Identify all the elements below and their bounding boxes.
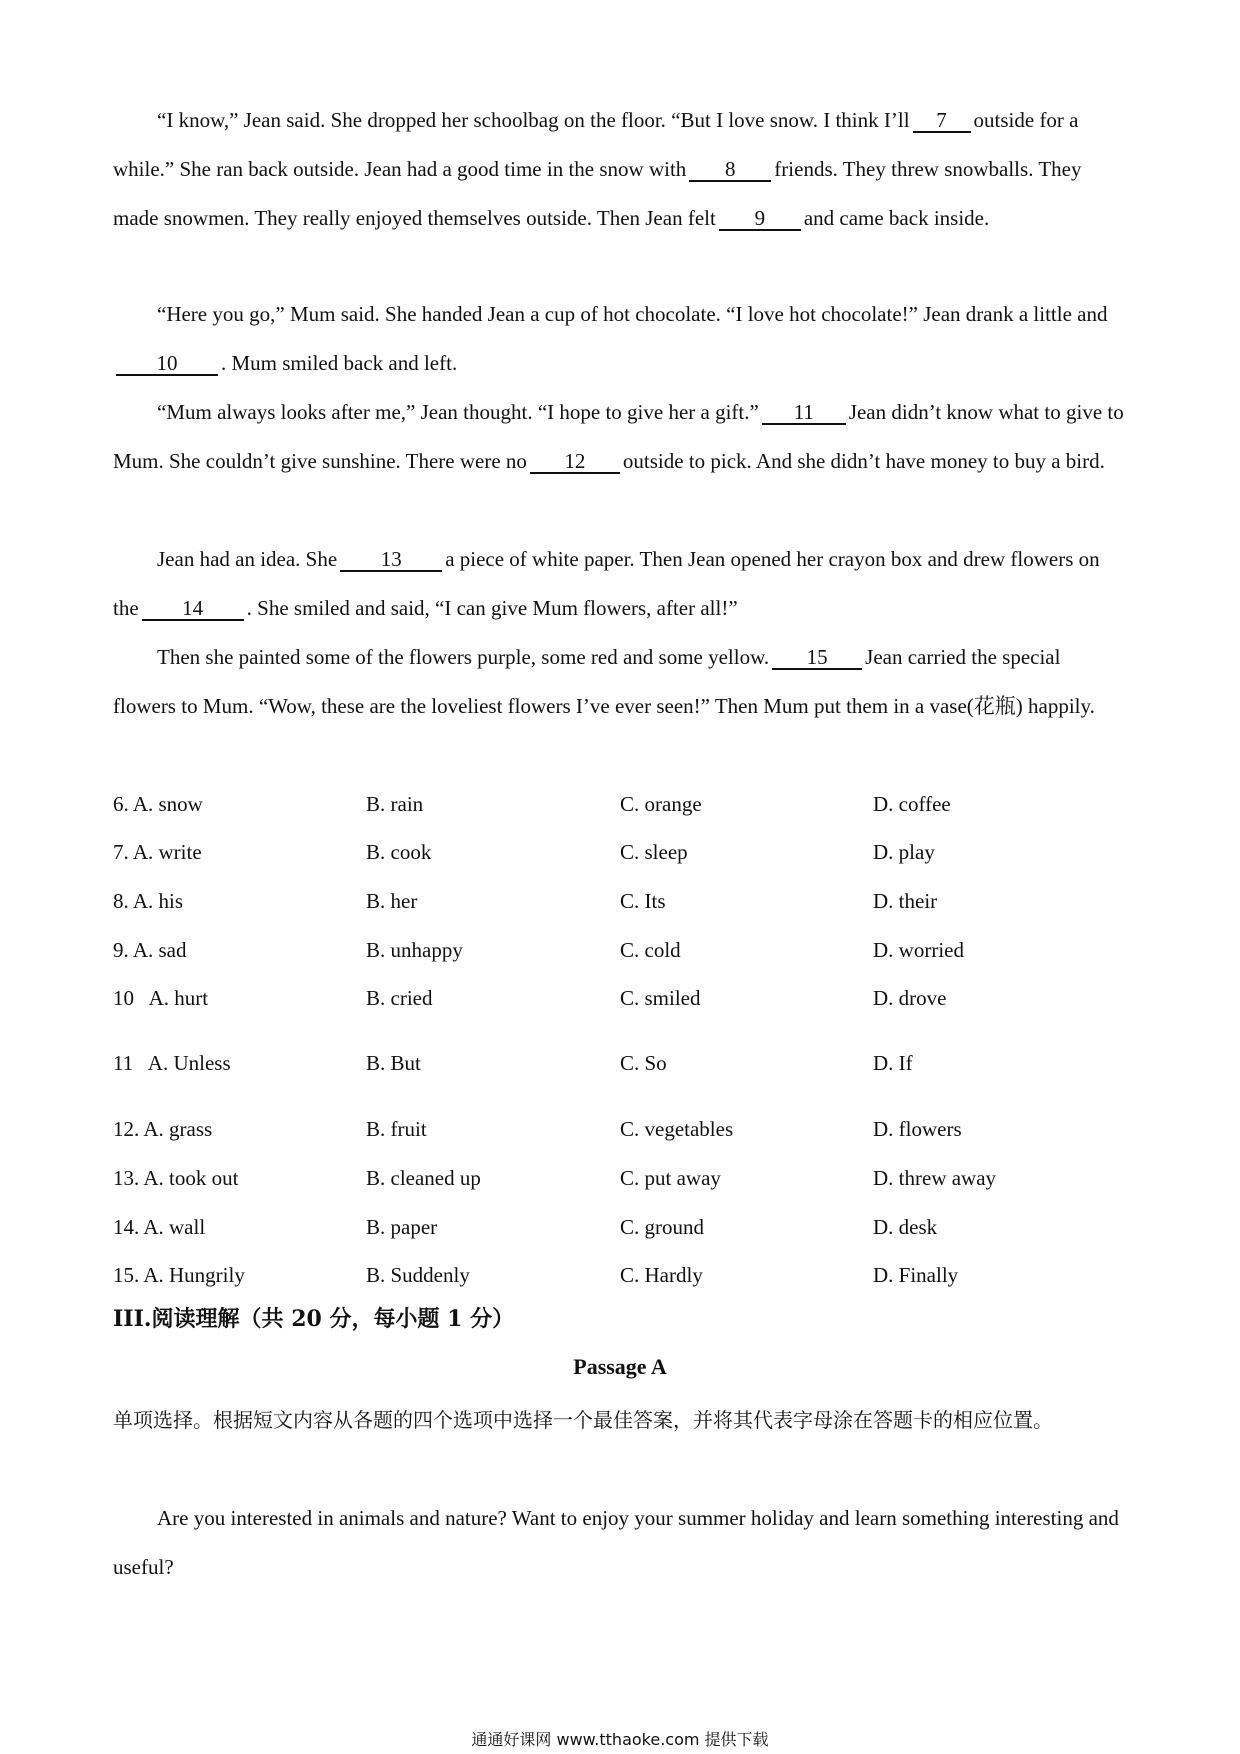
option-b: B. cook xyxy=(366,840,432,864)
option-row-13 xyxy=(113,1166,1125,1196)
option-b: B. unhappy xyxy=(366,938,463,962)
passage-text: Are you interested in animals and nature? Want to enjoy your summer holiday and learn something interesting and useful? xyxy=(113,1506,1119,1579)
option-a: 11 A. Unless xyxy=(113,1051,231,1075)
option-a: 15. A. Hungrily xyxy=(113,1263,245,1287)
passage-paragraph-3 xyxy=(113,388,1125,486)
footer-watermark: 通通好课网 www.tthaoke.com 提供下载 xyxy=(471,1730,769,1749)
option-d: D. drove xyxy=(873,986,947,1010)
option-a: 8. A. his xyxy=(113,889,184,913)
blank-7: 7 xyxy=(913,109,971,133)
passage-text: outside to pick. And she didn’t have money to buy a bird. xyxy=(622,449,1105,473)
passage-text: “Mum always looks after me,” Jean thought. “I hope to give her a gift.” xyxy=(157,400,759,424)
blank-13: 13 xyxy=(340,548,442,572)
option-d: D. worried xyxy=(873,938,964,962)
option-a: 13. A. took out xyxy=(113,1166,239,1190)
option-a: 6. A. snow xyxy=(113,792,203,816)
passage-text: . She smiled and said, “I can give Mum flowers, after all!” xyxy=(246,596,738,620)
option-a: 7. A. write xyxy=(113,840,202,864)
blank-9: 9 xyxy=(719,207,801,231)
option-d: D. threw away xyxy=(873,1166,997,1190)
option-c: C. sleep xyxy=(620,840,688,864)
passage-text: friends. They threw snowballs. They made snowmen. They really enjoyed themselves outside. Then Jean felt xyxy=(113,157,1082,230)
instruction-text: 单项选择。根据短文内容从各题的四个选项中选择一个最佳答案，并将其代表字母涂在答题卡的相应位置。 xyxy=(113,1408,1053,1432)
passage-paragraph-4 xyxy=(113,535,1125,633)
option-row-11 xyxy=(113,1051,1125,1081)
option-d: D. play xyxy=(873,840,935,864)
passage-title: Passage A xyxy=(573,1354,667,1379)
option-c: C. orange xyxy=(620,792,702,816)
blank-12: 12 xyxy=(530,450,620,474)
blank-10: 10 xyxy=(116,352,218,376)
blank-8: 8 xyxy=(689,158,771,182)
option-row-15 xyxy=(113,1263,1125,1293)
passage-text: and came back inside. xyxy=(803,206,990,230)
option-d: D. If xyxy=(873,1051,913,1075)
blank-14: 14 xyxy=(142,597,244,621)
option-a: 9. A. sad xyxy=(113,938,187,962)
section-title: III.阅读理解（共 20 分，每小题 1 分） xyxy=(113,1306,515,1332)
option-b: B. cried xyxy=(366,986,433,1010)
option-d: D. coffee xyxy=(873,792,951,816)
option-a: 14. A. wall xyxy=(113,1215,206,1239)
passage-paragraph-2 xyxy=(113,290,1125,388)
option-b: B. But xyxy=(366,1051,421,1075)
passage-intro xyxy=(113,1494,1125,1592)
option-c: C. vegetables xyxy=(620,1117,734,1141)
passage-paragraph-1 xyxy=(113,96,1125,243)
option-c: C. Hardly xyxy=(620,1263,703,1287)
passage-text: “I know,” Jean said. She dropped her schoolbag on the floor. “But I love snow. I think I’ll xyxy=(157,108,910,132)
option-c: C. cold xyxy=(620,938,681,962)
option-row-6 xyxy=(113,792,1125,822)
option-b: B. paper xyxy=(366,1215,438,1239)
passage-text: Then she painted some of the flowers purple, some red and some yellow. xyxy=(157,645,770,669)
passage-text: Jean had an idea. She xyxy=(157,547,338,571)
blank-11: 11 xyxy=(762,401,846,425)
option-row-8 xyxy=(113,889,1125,919)
passage-text: a piece of white paper. Then Jean opened her crayon box and drew flowers on the xyxy=(113,547,1100,620)
option-a: 12. A. grass xyxy=(113,1117,213,1141)
option-b: B. fruit xyxy=(366,1117,427,1141)
passage-text: “Here you go,” Mum said. She handed Jean a cup of hot chocolate. “I love hot chocolate!” Jean drank a little and xyxy=(157,302,1108,326)
option-c: C. Its xyxy=(620,889,666,913)
option-d: D. Finally xyxy=(873,1263,959,1287)
blank-15: 15 xyxy=(772,646,862,670)
passage-text: . Mum smiled back and left. xyxy=(221,351,458,375)
option-row-10 xyxy=(113,986,1125,1016)
option-row-9 xyxy=(113,938,1125,968)
option-c: C. ground xyxy=(620,1215,704,1239)
passage-paragraph-5 xyxy=(113,633,1125,731)
passage-text: Jean carried the special flowers to Mum. “Wow, these are the loveliest flowers I’ve ever seen!” Then Mum put them in a vase(花瓶) happily. xyxy=(113,645,1095,718)
option-b: B. cleaned up xyxy=(366,1166,481,1190)
option-b: B. Suddenly xyxy=(366,1263,470,1287)
option-b: B. rain xyxy=(366,792,424,816)
option-a: 10 A. hurt xyxy=(113,986,209,1010)
option-c: C. put away xyxy=(620,1166,721,1190)
option-row-14 xyxy=(113,1215,1125,1245)
option-c: C. So xyxy=(620,1051,667,1075)
option-b: B. her xyxy=(366,889,418,913)
passage-text: Jean didn’t know what to give to Mum. She couldn’t give sunshine. There were no xyxy=(113,400,1124,473)
passage-text: outside for a while.” She ran back outside. Jean had a good time in the snow with xyxy=(113,108,1079,181)
option-d: D. desk xyxy=(873,1215,938,1239)
option-d: D. flowers xyxy=(873,1117,962,1141)
option-d: D. their xyxy=(873,889,938,913)
option-row-12 xyxy=(113,1117,1125,1147)
option-row-7 xyxy=(113,840,1125,870)
option-c: C. smiled xyxy=(620,986,701,1010)
